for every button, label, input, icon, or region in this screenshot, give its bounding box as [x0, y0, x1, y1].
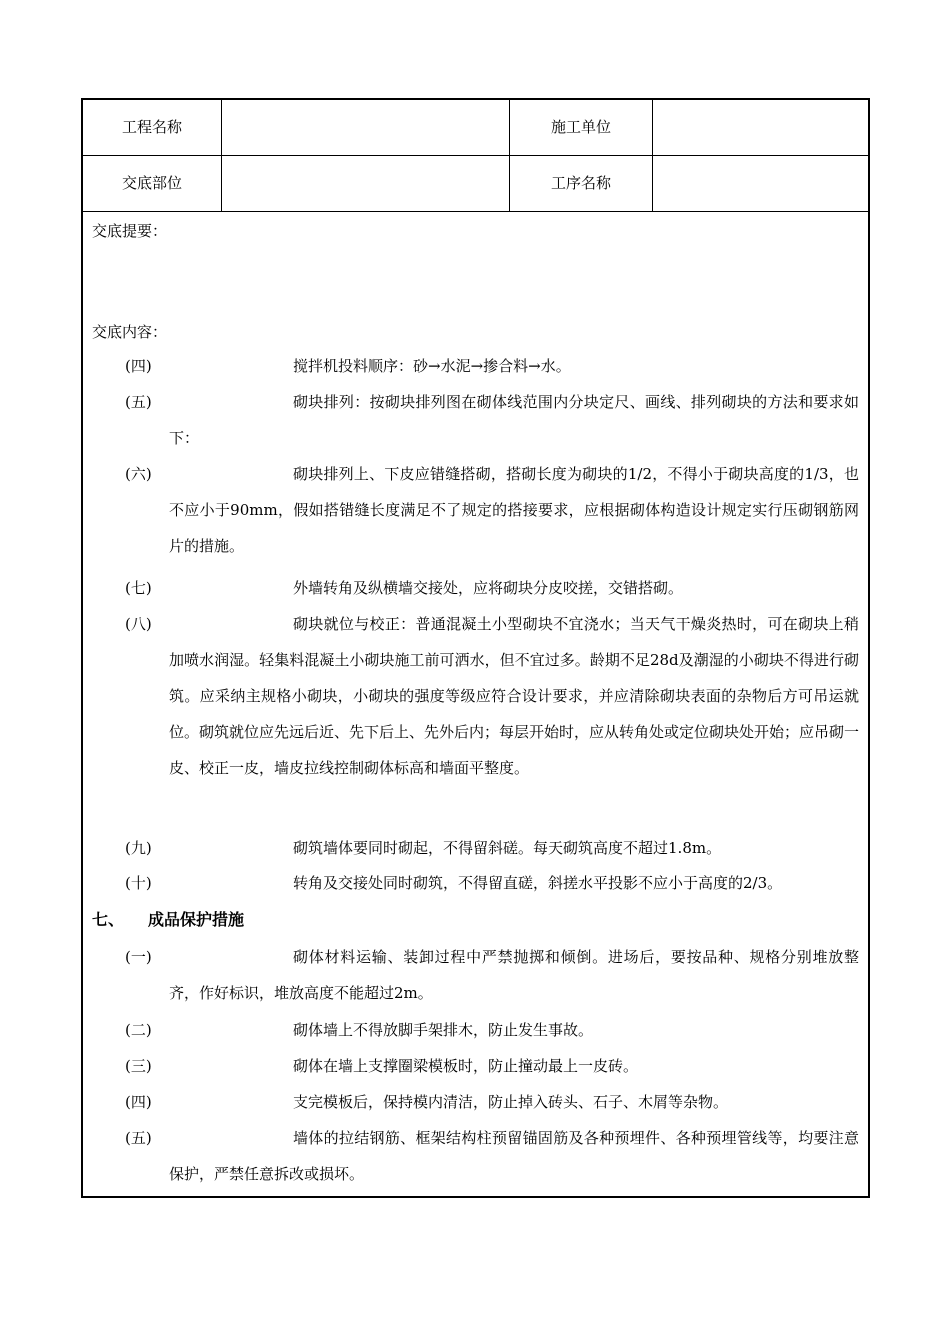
- process-name-value: [653, 156, 868, 211]
- construction-unit-label: 施工单位: [550, 118, 611, 136]
- item-number: (六): [125, 465, 152, 483]
- item-number: (十): [125, 874, 152, 892]
- item-number: (五): [125, 1129, 152, 1147]
- item-text: 砌筑墙体要同时砌起，不得留斜磋。每天砌筑高度不超过1.8m。: [293, 839, 722, 857]
- item-text: 砌体在墙上支撑圈梁模板时，防止撞动最上一皮砖。: [293, 1057, 639, 1075]
- briefing-part-value: [222, 156, 509, 211]
- item-number: (四): [125, 1093, 152, 1111]
- item-number: (三): [125, 1057, 152, 1075]
- header-row-2: [83, 156, 868, 212]
- disclosure-form: [81, 98, 870, 1198]
- item-number: (二): [125, 1021, 152, 1039]
- item-number: (八): [125, 615, 152, 633]
- item-text: 转角及交接处同时砌筑，不得留直磋，斜搓水平投影不应小于高度的2/3。: [293, 874, 783, 892]
- item-text: 砌块排列：按砌块排列图在砌体线范围内分块定尺、画线、排列砌块的方法和要求如下：: [169, 393, 859, 447]
- item-text: 砌体墙上不得放脚手架排木，防止发生事故。: [293, 1021, 594, 1039]
- summary-label: 交底提要：: [92, 222, 168, 240]
- header-row-1: [83, 100, 868, 156]
- construction-unit-value: [653, 100, 868, 155]
- item-text: 砌块就位与校正：普通混凝土小型砌块不宜浇水；当天气干燥炎热时，可在砌块上稍加喷水润湿。轻集料混凝土小砌块施工前可洒水，但不宜过多。龄期不足28d及潮湿的小砌块不得进行砌筑。应采纳主规格小砌块，小砌块的强度等级应符合设计要求，并应清除砌块表面的杂物后方可吊运就位。砌筑就位应先远后近、先下后上、先外后内；每层开始时，应从转角处或定位砌块处开始；应吊砌一皮、校正一皮，墙皮拉线控制砌体标高和墙面平整度。: [169, 615, 860, 777]
- item-number: (四): [125, 357, 152, 375]
- item-number: (五): [125, 393, 152, 411]
- project-name-value: [222, 100, 509, 155]
- briefing-part-label: 交底部位: [121, 174, 182, 192]
- item-text: 墙体的拉结钢筋、框架结构柱预留锚固筋及各种预埋件、各种预埋管线等，均要注意保护，严禁任意拆改或损坏。: [169, 1129, 859, 1183]
- column-divider: [509, 100, 510, 211]
- item-text: 搅拌机投料顺序：砂→水泥→掺合料→水。: [293, 357, 571, 375]
- section-title: [92, 902, 244, 938]
- item-number: (一): [125, 948, 152, 966]
- item-number: (九): [125, 839, 152, 857]
- column-divider: [221, 100, 222, 211]
- process-name-label: 工序名称: [550, 174, 611, 192]
- column-divider: [652, 100, 653, 211]
- item-text: 砌体材料运输、装卸过程中严禁抛掷和倾倒。进场后，要按品种、规格分别堆放整齐，作好标识，堆放高度不能超过2m。: [169, 948, 859, 1002]
- item-text: 外墙转角及纵横墙交接处，应将砌块分皮咬搓，交错搭砌。: [293, 579, 684, 597]
- item-number: (七): [125, 579, 152, 597]
- item-text: 砌块排列上、下皮应错缝搭砌，搭砌长度为砌块的1/2，不得小于砌块高度的1/3，也不应小于90mm，假如搭错缝长度满足不了规定的搭接要求，应根据砌体构造设计规定实行压砌钢筋网片的措施。: [169, 465, 859, 555]
- section-number: 七、: [92, 910, 125, 929]
- item-text: 支完模板后，保持模内清洁，防止掉入砖头、石子、木屑等杂物。: [293, 1093, 729, 1111]
- project-name-label: 工程名称: [121, 118, 182, 136]
- section-title-text: 成品保护措施: [148, 910, 245, 929]
- content-label: 交底内容：: [92, 323, 168, 341]
